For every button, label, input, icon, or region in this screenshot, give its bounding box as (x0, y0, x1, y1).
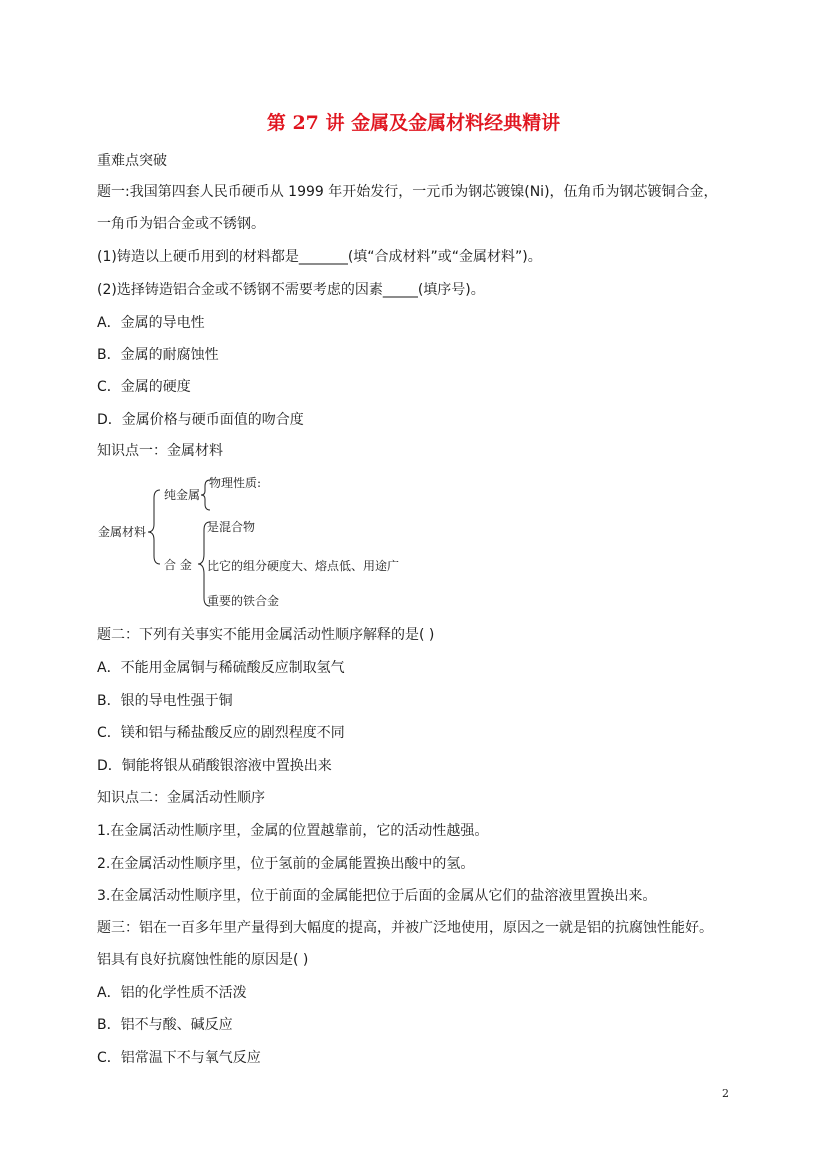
diagram-braces (96, 472, 416, 614)
diagram-alloy-item: 比它的组分硬度大、熔点低、用途广 (207, 559, 400, 573)
question-1-text-cont: 一角币为铝合金或不锈钢。 (97, 216, 265, 232)
option-c: C．铝常温下不与氧气反应 (97, 1050, 261, 1066)
rule-3: 3.在金属活动性顺序里，位于前面的金属能把位于后面的金属从它们的盐溶液里置换出来。 (97, 888, 657, 904)
option-b: B．银的导电性强于铜 (97, 693, 233, 709)
lecture-title: 第 27 讲 金属及金属材料经典精讲 (266, 112, 561, 134)
diagram-pure-metal: 纯金属 (164, 488, 201, 502)
option-b: B．铝不与酸、碱反应 (97, 1017, 233, 1033)
section-heading: 重难点突破 (97, 153, 167, 169)
option-d: D．金属价格与硬币面值的吻合度 (97, 412, 304, 428)
metal-materials-diagram (96, 472, 416, 614)
diagram-alloy-item: 是混合物 (207, 520, 256, 534)
knowledge-point-2: 知识点二：金属活动性顺序 (97, 790, 265, 806)
rule-1: 1.在金属活动性顺序里，金属的位置越靠前，它的活动性越强。 (97, 823, 489, 839)
question-2-text: 题二：下列有关事实不能用金属活动性顺序解释的是( ) (97, 627, 435, 643)
option-c: C．镁和铝与稀盐酸反应的剧烈程度不同 (97, 725, 345, 741)
diagram-alloy-item: 重要的铁合金 (207, 594, 280, 608)
knowledge-point-1: 知识点一：金属材料 (97, 443, 223, 459)
rule-2: 2.在金属活动性顺序里，位于氢前的金属能置换出酸中的氢。 (97, 856, 475, 872)
diagram-pure-metal-property: 物理性质: (209, 476, 262, 490)
question-1-part-2: (2)选择铸造铝合金或不锈钢不需要考虑的因素_____(填序号)。 (97, 282, 485, 298)
question-1-part-1: (1)铸造以上硬币用到的材料都是_______(填“合成材料”或“金属材料”)。 (97, 249, 542, 265)
option-d: D．铜能将银从硝酸银溶液中置换出来 (97, 758, 332, 774)
option-a: A．金属的导电性 (97, 315, 205, 331)
option-a: A．不能用金属铜与稀硫酸反应制取氢气 (97, 660, 345, 676)
diagram-root: 金属材料 (98, 525, 147, 539)
option-c: C．金属的硬度 (97, 379, 191, 395)
page-number: 2 (722, 1087, 729, 1100)
question-3-text: 题三：铝在一百多年里产量得到大幅度的提高，并被广泛地使用，原因之一就是铝的抗腐蚀性能好。 (97, 920, 713, 936)
diagram-alloy: 合 金 (164, 558, 192, 572)
option-a: A．铝的化学性质不活泼 (97, 985, 247, 1001)
question-3-text-cont: 铝具有良好抗腐蚀性能的原因是( ) (97, 952, 309, 968)
option-b: B．金属的耐腐蚀性 (97, 347, 219, 363)
question-1-text: 题一:我国第四套人民币硬币从 1999 年开始发行，一元币为钢芯镀镍(Ni)，伍角币为钢芯镀铜合金， (97, 184, 718, 200)
